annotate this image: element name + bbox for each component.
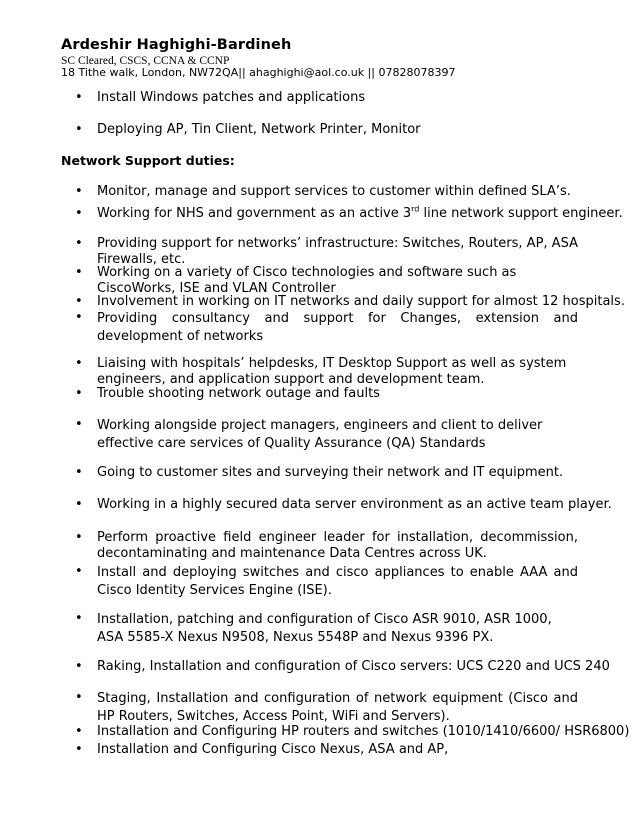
bullet-icon: • — [75, 530, 83, 545]
text-part: Working for NHS and government as an active 3 — [97, 206, 412, 221]
credentials-line: SC Cleared, CSCS, CCNA & CCNP — [61, 55, 230, 67]
bullet-text: Install Windows patches and applications — [97, 90, 366, 105]
bullet-text: Perform proactive field engineer leader for installation, decommission, decontaminating and maintenance Data Centres across UK. — [97, 530, 578, 561]
bullet-text: Deploying AP, Tin Client, Network Printer, Monitor — [97, 122, 421, 137]
bullet-icon: • — [75, 611, 83, 626]
contact-line: 18 Tithe walk, London, NW72QA|| ahaghighi@aol.co.uk || 07828078397 — [61, 66, 456, 79]
bullet-text: Going to customer sites and surveying their network and IT equipment. — [97, 465, 564, 480]
bullet-icon: • — [75, 564, 83, 579]
bullet-icon: • — [75, 386, 83, 401]
bullet-text: Providing support for networks’ infrastructure: Switches, Routers, AP, ASA Firewalls, etc. — [97, 236, 578, 267]
bullet-icon: • — [75, 742, 83, 757]
bullet-icon: • — [75, 122, 83, 137]
bullet-icon: • — [75, 184, 83, 199]
bullet-text: Working alongside project managers, engineers and client to deliver effective care services of Quality Assurance (QA) Standards — [97, 418, 543, 451]
bullet-icon: • — [75, 356, 83, 371]
superscript: rd — [411, 204, 420, 214]
bullet-icon: • — [75, 497, 83, 512]
bullet-text: Involvement in working on IT networks and daily support for almost 12 hospitals. — [97, 294, 625, 309]
bullet-text: Raking, Installation and configuration of Cisco servers: UCS C220 and UCS 240 — [97, 659, 610, 674]
bullet-text: Trouble shooting network outage and faults — [97, 386, 380, 401]
bullet-text: Providing consultancy and support for Changes, extension and development of networks — [97, 311, 578, 344]
bullet-icon: • — [75, 724, 83, 739]
text-part: line network support engineer. — [419, 206, 623, 221]
bullet-text: Working in a highly secured data server environment as an active team player. — [97, 497, 612, 512]
section-heading: Network Support duties: — [61, 153, 235, 168]
bullet-icon: • — [75, 90, 83, 105]
candidate-name: Ardeshir Haghighi-Bardineh — [61, 37, 292, 53]
bullet-icon: • — [75, 310, 83, 325]
bullet-icon: • — [75, 417, 83, 432]
bullet-text: Install and deploying switches and cisco appliances to enable AAA and Cisco Identity Services Engine (ISE). — [97, 565, 578, 598]
bullet-text: Working on a variety of Cisco technologies and software such as CiscoWorks, ISE and VLAN Controller — [97, 265, 517, 296]
bullet-text: Staging, Installation and configuration of network equipment (Cisco and HP Routers, Switches, Access Point, WiFi and Servers). — [97, 691, 578, 724]
bullet-text — [97, 204, 623, 222]
bullet-text: Liaising with hospitals’ helpdesks, IT Desktop Support as well as system engineers, and application support and development team. — [97, 356, 567, 387]
bullet-icon: • — [75, 206, 83, 221]
bullet-icon: • — [75, 659, 83, 674]
bullet-icon: • — [75, 236, 83, 251]
bullet-text: Installation, patching and configuration of Cisco ASR 9010, ASR 1000, ASA 5585-X Nexus N9508, Nexus 5548P and Nexus 9396 PX. — [97, 612, 552, 645]
bullet-icon: • — [75, 294, 83, 309]
bullet-text: Installation and Configuring Cisco Nexus, ASA and AP, — [97, 742, 449, 757]
bullet-text: Monitor, manage and support services to customer within defined SLA’s. — [97, 184, 571, 199]
bullet-icon: • — [75, 690, 83, 705]
bullet-icon: • — [75, 265, 83, 280]
bullet-icon: • — [75, 465, 83, 480]
bullet-text: Installation and Configuring HP routers and switches (1010/1410/6600/ HSR6800) — [97, 724, 630, 739]
